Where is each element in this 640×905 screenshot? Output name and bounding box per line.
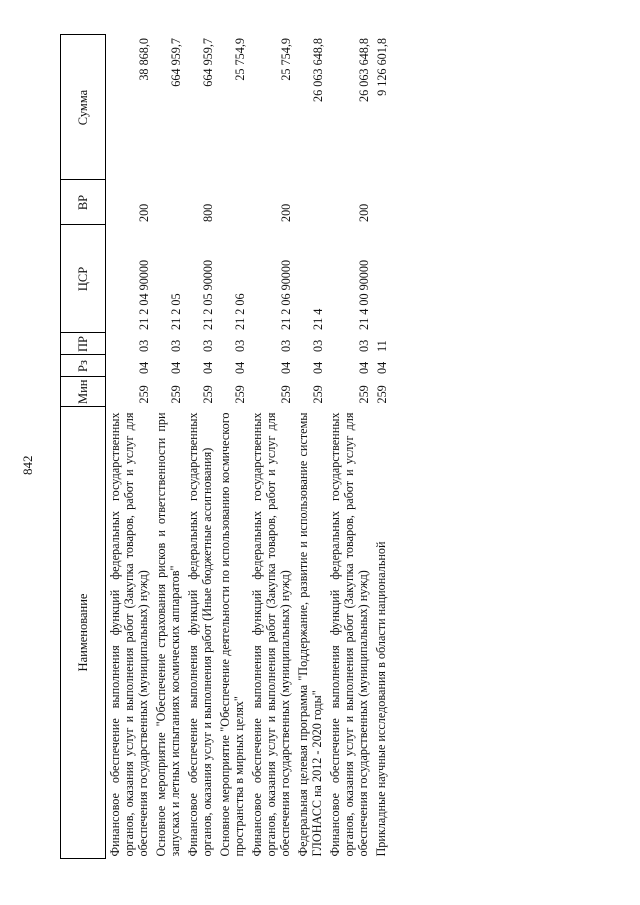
row-min: 259 (375, 385, 389, 404)
row-rz: 04 (137, 361, 151, 374)
row-vr: 200 (137, 203, 151, 222)
row-sum: 25 754,9 (233, 38, 247, 81)
row-pr: 11 (375, 340, 389, 352)
table-row (152, 35, 184, 859)
row-vr: 800 (201, 203, 215, 222)
row-name: Финансовое обеспечение выполнения функций федеральных государственных органов, оказания услуг и выполнения работ (Закупка товаров, работ и услуг для обеспечения государственных (муниципальных) нужд) (250, 412, 292, 857)
table-row (326, 35, 372, 859)
row-pr: 03 (311, 339, 325, 352)
row-rz: 04 (279, 361, 293, 374)
row-sum: 26 063 648,8 (357, 38, 371, 102)
row-pr: 03 (201, 339, 215, 352)
header-name: Наименование (61, 407, 106, 859)
row-vr: 200 (357, 203, 371, 222)
row-sum: 25 754,9 (279, 38, 293, 81)
row-min: 259 (201, 385, 215, 404)
row-rz: 04 (375, 361, 389, 374)
header-csr: ЦСР (61, 225, 106, 333)
row-name: Основное мероприятие "Обеспечение страхования рисков и ответственности при запусках и летных испытаниях космических аппаратов" (154, 412, 182, 857)
row-vr (152, 180, 184, 225)
row-name: Основное мероприятие "Обеспечение деятельности по использованию космического пространства в мирных целях" (218, 412, 246, 857)
row-min: 259 (169, 385, 183, 404)
table-row (294, 35, 326, 859)
row-rz: 04 (169, 361, 183, 374)
row-min: 259 (137, 385, 151, 404)
row-sum: 26 063 648,8 (311, 38, 325, 102)
row-sum: 38 868,0 (137, 38, 151, 81)
row-rz: 04 (357, 361, 371, 374)
row-name: Финансовое обеспечение выполнения функций федеральных государственных органов, оказания услуг и выполнения работ (Закупка товаров, работ и услуг для обеспечения государственных (муниципальных) нужд) (328, 412, 370, 857)
row-name: Федеральная целевая программа "Поддержание, развитие и использование системы ГЛОНАСС на 2012 - 2020 годы" (296, 412, 324, 857)
page-number: 842 (20, 455, 35, 475)
row-vr (372, 180, 390, 225)
row-min: 259 (311, 385, 325, 404)
row-csr: 21 2 05 90000 (201, 259, 215, 330)
row-pr: 03 (233, 339, 247, 352)
row-csr: 21 2 06 (233, 293, 247, 330)
header-pr: ПР (61, 333, 106, 355)
row-csr: 21 2 04 90000 (137, 259, 151, 330)
table-row (106, 35, 153, 859)
table-row (216, 35, 248, 859)
row-rz: 04 (311, 361, 325, 374)
row-name: Финансовое обеспечение выполнения функций федеральных государственных органов, оказания услуг и выполнения работ (Закупка товаров, работ и услуг для обеспечения государственных (муниципальных) нужд) (108, 412, 150, 857)
row-csr: 21 2 05 (169, 293, 183, 330)
row-min: 259 (279, 385, 293, 404)
header-rz: Рз (61, 355, 106, 377)
row-name: Прикладные научные исследования в области национальной (374, 541, 388, 857)
row-sum: 664 959,7 (201, 38, 215, 87)
row-csr: 21 4 00 90000 (357, 259, 371, 330)
row-pr: 03 (169, 339, 183, 352)
row-vr (294, 180, 326, 225)
row-min: 259 (357, 385, 371, 404)
table-row (372, 35, 390, 859)
row-csr (372, 225, 390, 333)
row-csr: 21 2 06 90000 (279, 259, 293, 330)
row-rz: 04 (233, 361, 247, 374)
table-row (248, 35, 294, 859)
row-pr: 03 (357, 339, 371, 352)
header-min: Мин (61, 377, 106, 407)
row-rz: 04 (201, 361, 215, 374)
row-pr: 03 (137, 339, 151, 352)
row-vr (216, 180, 248, 225)
row-sum: 9 126 601,8 (375, 38, 389, 96)
row-min: 259 (233, 385, 247, 404)
header-sum: Сумма (61, 35, 106, 180)
header-vr: ВР (61, 180, 106, 225)
row-sum: 664 959,7 (169, 38, 183, 87)
budget-table (60, 35, 390, 860)
row-csr: 21 4 (311, 308, 325, 330)
row-pr: 03 (279, 339, 293, 352)
row-vr: 200 (279, 203, 293, 222)
table-header-row (61, 35, 106, 859)
table-row (184, 35, 216, 859)
row-name: Финансовое обеспечение выполнения функций федеральных государственных органов, оказания услуг и выполнения работ (Иные бюджетные ассигнования) (186, 412, 214, 857)
